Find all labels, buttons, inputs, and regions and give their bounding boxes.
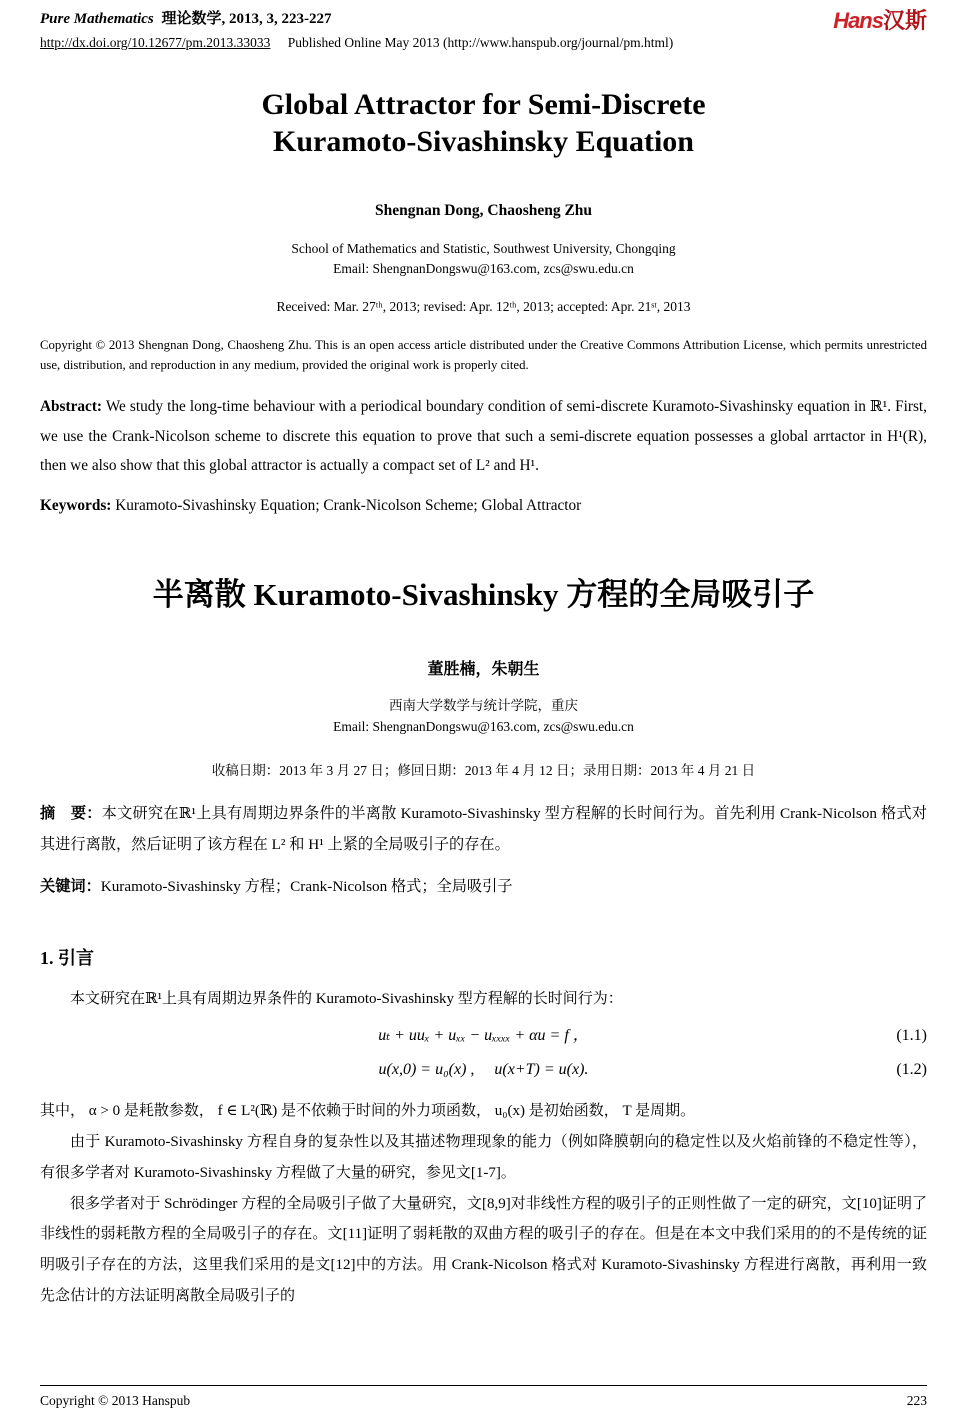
footer-copyright: Copyright © 2013 Hanspub xyxy=(40,1393,191,1408)
abstract-cn xyxy=(40,798,927,860)
equation-1-1 xyxy=(40,1023,927,1049)
copyright-notice: Copyright © 2013 Shengnan Dong, Chaosheng Zhu. This is an open access article distributed under the Creative Commons Attribution License, which permits unrestricted use, distribution, and reproduction in any medium, provided the original work is properly cited. xyxy=(40,338,927,372)
article-title-line2: Kuramoto-Sivashinsky Equation xyxy=(273,124,694,158)
hans-logo xyxy=(833,10,927,32)
received-dates-en: Received: Mar. 27ᵗʰ, 2013; revised: Apr. 12ᵗʰ, 2013; accepted: Apr. 21ˢᵗ, 2013 xyxy=(276,299,691,315)
section-1-paragraph-where: 其中， α > 0 是耗散参数， f ∈ L²(ℝ) 是不依赖于时间的外力项函数， u₀(x) 是初始函数， T 是周期。 xyxy=(40,1103,696,1120)
footer-page-number: 223 xyxy=(906,1393,927,1408)
abstract-text-en: We study the long-time behaviour with a periodical boundary condition of semi-discrete Kuramoto-Sivashinsky equation in ℝ¹. First, we use the Crank-Nicolson scheme to discrete this equation to prove that such a semi-discrete equation possesses a global arrtactor in H¹(R), then we also show that this global attractor is actually a compact set of L² and H¹. xyxy=(40,397,927,475)
authors-cn: 董胜楠，朱朝生 xyxy=(427,661,540,678)
keywords-label-cn: 关键词： xyxy=(40,878,101,896)
affiliation-block-en xyxy=(40,239,927,278)
abstract-text-cn: 本文研究在ℝ¹上具有周期边界条件的半离散 Kuramoto-Sivashinsky 型方程解的长时间行为。首先利用 Crank-Nicolson 格式对其进行离散，然后证明了该方程在 L² 和 H¹ 上紧的全局吸引子的存在。 xyxy=(40,804,927,853)
journal-issue-info: 理论数学, 2013, 3, 223-227 xyxy=(161,11,332,27)
journal-name-en: Pure Mathematics xyxy=(40,11,154,27)
authors-en: Shengnan Dong, Chaosheng Zhu xyxy=(374,202,593,220)
affiliation-block-cn xyxy=(40,696,927,738)
section-1-heading: 1. 引言 xyxy=(40,948,94,969)
journal-header xyxy=(40,10,927,51)
keywords-cn xyxy=(40,871,927,902)
journal-header-row1 xyxy=(40,10,927,32)
affiliation-cn: 西南大学数学与统计学院，重庆 xyxy=(389,698,578,713)
abstract-en xyxy=(40,392,927,481)
article-title-cn: 半离散 Kuramoto-Sivashinsky 方程的全局吸引子 xyxy=(152,577,815,612)
keywords-text-en: Kuramoto-Sivashinsky Equation; Crank-Nicolson Scheme; Global Attractor xyxy=(115,497,582,515)
article-title-line1: Global Attractor for Semi-Discrete xyxy=(261,88,706,121)
equation-1-1-number: (1.1) xyxy=(896,1027,927,1045)
email-line-en: Email: ShengnanDongswu@163.com, zcs@swu.edu.cn xyxy=(333,260,634,276)
hans-logo-cjk: 汉斯 xyxy=(882,8,927,33)
email-line-cn: Email: ShengnanDongswu@163.com, zcs@swu.edu.cn xyxy=(333,718,634,734)
section-1-intro-paragraph: 本文研究在ℝ¹上具有周期边界条件的 Kuramoto-Sivashinsky 型方程解的长时间行为： xyxy=(70,991,623,1008)
keywords-label-en: Keywords: xyxy=(40,497,112,515)
section-1-paragraph-2: 由于 Kuramoto-Sivashinsky 方程自身的复杂性以及其描述物理现象的能力（例如降膜朝向的稳定性以及火焰前锋的不稳定性等），有很多学者对 Kuramoto-Sivashinsky 方程做了大量的研究，参见文[1-7]。 xyxy=(40,1134,927,1181)
equation-1-1-body: uₜ + uuₓ + uₓₓ − uₓₓₓₓ + αu = f ， xyxy=(378,1027,589,1045)
hans-logo-latin: Hans xyxy=(833,8,883,33)
equation-1-2-number: (1.2) xyxy=(896,1060,927,1078)
abstract-label-cn: 摘 要： xyxy=(40,804,102,822)
section-1-paragraph-3: 很多学者对于 Schrödinger 方程的全局吸引子做了大量研究，文[8,9]对非线性方程的吸引子的正则性做了一定的研究，文[10]证明了非线性的弱耗散方程的全局吸引子的存在。文[11]证明了弱耗散的双曲方程的吸引子的存在。但是在本文中我们采用的的不是传统的证明吸引子存在的方法，这里我们采用的是文[12]中的方法。用 Crank-Nicolson 格式对 Kuramoto-Sivashinsky 方程进行离散，再利用一致先念估计的方法证明离散全局吸引子的 xyxy=(40,1195,927,1304)
equation-1-2-body: u(x,0) = u₀(x) , u(x+T) = u(x). xyxy=(378,1060,589,1078)
journal-title xyxy=(40,10,332,30)
abstract-label-en: Abstract: xyxy=(40,397,103,415)
article-title xyxy=(40,87,927,160)
journal-header-row2 xyxy=(40,35,927,51)
equation-1-2 xyxy=(40,1057,927,1083)
keywords-text-cn: Kuramoto-Sivashinsky 方程；Crank-Nicolson 格式；全局吸引子 xyxy=(100,878,513,896)
doi-link[interactable]: http://dx.doi.org/10.12677/pm.2013.33033 xyxy=(40,35,271,50)
published-info: Published Online May 2013 (http://www.hanspub.org/journal/pm.html) xyxy=(287,35,674,50)
affiliation-en: School of Mathematics and Statistic, Southwest University, Chongqing xyxy=(291,241,676,257)
keywords-en xyxy=(40,491,927,521)
received-dates-cn: 收稿日期：2013 年 3 月 27 日；修回日期：2013 年 4 月 12 日；录用日期：2013 年 4 月 21 日 xyxy=(211,762,756,778)
page-footer xyxy=(40,1385,927,1409)
